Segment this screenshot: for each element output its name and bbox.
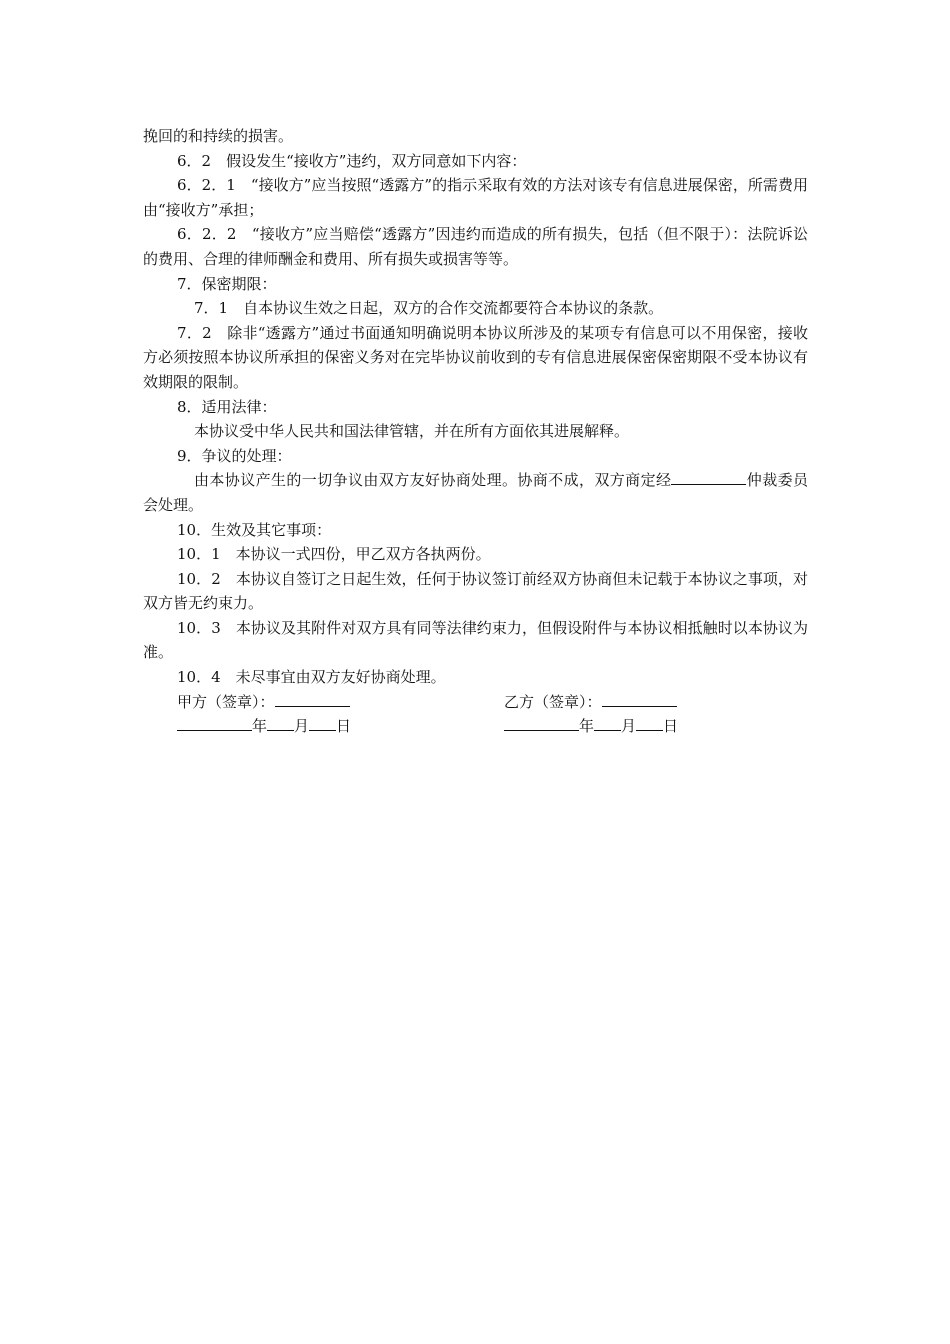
party-a-signature (177, 690, 350, 715)
party-b-label: 乙方（签章）： (504, 692, 602, 711)
clause-7-1: 7．1 自本协议生效之日起，双方的合作交流都要符合本协议的条款。 (194, 299, 664, 318)
party-a-label: 甲方（签章）： (177, 692, 275, 711)
clause-10-4: 10．4 未尽事宜由双方友好协商处理。 (177, 668, 446, 687)
party-a-month-blank (267, 714, 294, 731)
arbitration-blank (671, 468, 746, 485)
party-b-signature-blank (602, 690, 677, 707)
heading-10-effectiveness: 10．生效及其它事项： (177, 520, 332, 539)
party-b-date (504, 714, 678, 739)
signature-row (143, 690, 808, 715)
party-b-month-label: 月 (621, 717, 637, 736)
clause-10-3: 10．3 本协议及其附件对双方具有同等法律约束力，但假设附件与本协议相抵触时以本协议为准。 (143, 618, 808, 662)
party-a-year-label: 年 (252, 717, 268, 736)
dispute-text-before: 由本协议产生的一切争议由双方友好协商处理。协商不成，双方商定经 (194, 471, 672, 490)
party-a-signature-blank (275, 690, 350, 707)
document-body (143, 124, 808, 739)
clause-7-2: 7．2 除非“透露方”通过书面通知明确说明本协议所涉及的某项专有信息可以不用保密，接收方必须按照本协议所承担的保密义务对在完毕协议前收到的专有信息进展保密保密期限不受本协议有效期限的限制。 (143, 323, 808, 391)
heading-9-dispute: 9．争议的处理： (177, 446, 292, 465)
party-b-year-label: 年 (579, 717, 595, 736)
party-b-signature (504, 690, 677, 715)
clause-8-text: 本协议受中华人民共和国法律管辖，并在所有方面依其进展解释。 (194, 422, 630, 441)
party-a-day-blank (309, 714, 336, 731)
paragraph-continuation: 挽回的和持续的损害。 (143, 127, 294, 145)
dispute-text-after: 仲裁委员会处理。 (143, 471, 808, 514)
date-row (143, 714, 808, 739)
party-b-day-blank (636, 714, 663, 731)
party-a-month-label: 月 (294, 717, 310, 736)
heading-7-confidentiality-period: 7．保密期限： (177, 274, 277, 293)
party-b-year-blank (504, 714, 579, 731)
clause-10-2: 10．2 本协议自签订之日起生效，任何于协议签订前经双方协商但未记载于本协议之事项，对双方皆无约束力。 (143, 569, 808, 613)
clause-6-2-2: 6．2．2 “接收方”应当赔偿“透露方”因违约而造成的所有损失，包括（但不限于）：法院诉讼的费用、合理的律师酬金和费用、所有损失或损害等等。 (143, 225, 808, 268)
clause-6-2: 6．2 假设发生“接收方”违约，双方同意如下内容： (177, 151, 527, 170)
heading-8-applicable-law: 8．适用法律： (177, 397, 277, 416)
party-b-month-blank (594, 714, 621, 731)
clause-10-1: 10．1 本协议一式四份，甲乙双方各执两份。 (177, 545, 491, 564)
party-b-day-label: 日 (663, 717, 679, 736)
clause-9-text (143, 468, 808, 517)
party-a-day-label: 日 (336, 717, 352, 736)
party-a-year-blank (177, 714, 252, 731)
clause-6-2-1: 6．2．1 “接收方”应当按照“透露方”的指示采取有效的方法对该专有信息进展保密，所需费用由“接收方”承担； (143, 176, 808, 219)
party-a-date (177, 714, 351, 739)
